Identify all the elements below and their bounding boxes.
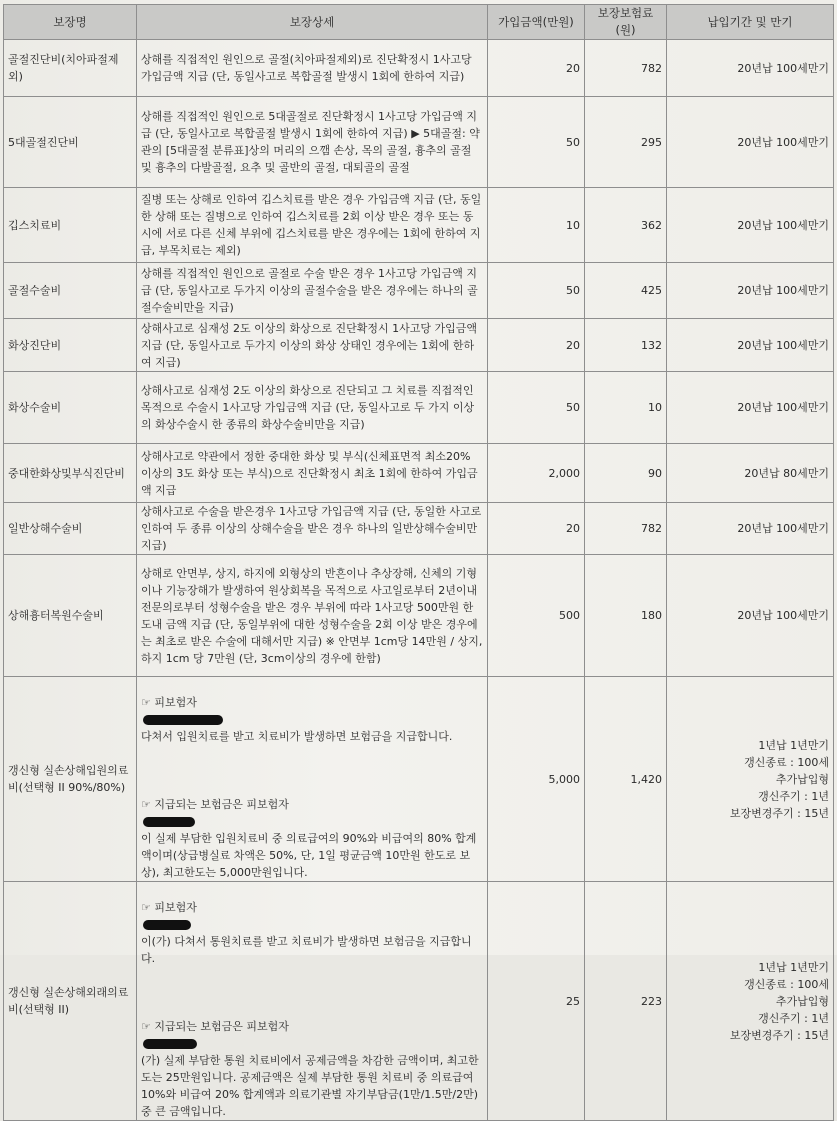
coverage-detail [137,882,488,1121]
coverage-detail: 상해사고로 수술을 받은경우 1사고당 가입금액 지급 (단, 동일한 사고로 인하여 두 종류 이상의 상해수술을 받은 경우 하나의 일반상해수술비만 지급) [137,503,488,555]
coverage-name: 깁스치료비 [4,188,137,263]
premium: 782 [585,40,667,97]
coverage-name: 일반상해수술비 [4,503,137,555]
payment-term: 1년납 1년만기 갱신종료 : 100세 추가납입형 갱신주기 : 1년 보장변경주기 : 15년 [667,677,834,882]
coverage-detail: 상해사고로 심재성 2도 이상의 화상으로 진단되고 그 치료를 직접적인 목적으로 수술시 1사고당 가입금액 지급 (단, 동일사고로 두 가지 이상의 화상수술시 한 종류의 화상수술비만을 지급) [137,372,488,444]
table-header-row [4,5,834,40]
header-premium: 보장보험료(원) [585,5,667,40]
coverage-name: 화상수술비 [4,372,137,444]
payment-term: 20년납 100세만기 [667,188,834,263]
coverage-name: 갱신형 실손상해외래의료비(선택형 II) [4,882,137,1121]
table-row [4,882,834,1121]
premium: 1,420 [585,677,667,882]
redaction-block [143,817,195,827]
header-payment-term: 납입기간 및 만기 [667,5,834,40]
detail-text: 이 실제 부담한 입원치료비 중 의료급여의 90%와 비급여의 80% 합계액이며(상급병실료 차액은 50%, 단, 1일 평균금액 10만원 한도로 보상), 최고한도는 5,000만원입니다. [141,832,477,879]
payment-term: 20년납 100세만기 [667,40,834,97]
table-row [4,503,834,555]
premium: 180 [585,555,667,677]
payment-term: 1년납 1년만기 갱신종료 : 100세 추가납입형 갱신주기 : 1년 보장변경주기 : 15년 [667,882,834,1121]
table-row [4,677,834,882]
insured-amount: 10 [488,188,585,263]
premium: 132 [585,319,667,372]
insured-amount: 50 [488,372,585,444]
detail-text: ☞ 피보험자 [141,696,197,709]
payment-term: 20년납 100세만기 [667,555,834,677]
insured-amount: 50 [488,263,585,319]
detail-text: ☞ 피보험자 [141,901,197,914]
coverage-name: 상해흉터복원수술비 [4,555,137,677]
coverage-detail: 상해를 직접적인 원인으로 골절로 수술 받은 경우 1사고당 가입금액 지급 (단, 동일사고로 두가지 이상의 골절수술을 받은 경우에는 하나의 골절수술비만을 지급) [137,263,488,319]
coverage-name: 5대골절진단비 [4,97,137,188]
table-row [4,555,834,677]
coverage-name: 골절진단비(치아파절제외) [4,40,137,97]
coverage-name: 중대한화상및부식진단비 [4,444,137,503]
payment-term: 20년납 100세만기 [667,503,834,555]
insured-amount: 25 [488,882,585,1121]
premium: 782 [585,503,667,555]
coverage-name: 골절수술비 [4,263,137,319]
premium: 425 [585,263,667,319]
coverage-table [3,4,834,1121]
premium: 90 [585,444,667,503]
table-row [4,444,834,503]
coverage-detail: 상해사고로 약관에서 정한 중대한 화상 및 부식(신체표면적 최소20% 이상의 3도 화상 또는 부식)으로 진단확정시 최초 1회에 한하여 가입금액 지급 [137,444,488,503]
insured-amount: 2,000 [488,444,585,503]
insured-amount: 500 [488,555,585,677]
coverage-detail: 상해를 직접적인 원인으로 5대골절로 진단확정시 1사고당 가입금액 지급 (단, 동일사고로 복합골절 발생시 1회에 한하여 지급) ▶ 5대골절: 약관의 [5대골절 분류표]상의 머리의 으깸 손상, 목의 골절, 흉추의 골절 및 흉추의 다발골절, 요추 및 골반의 골절, 대퇴골의 골절 [137,97,488,188]
table-row [4,263,834,319]
redaction-block [143,920,191,930]
premium: 295 [585,97,667,188]
detail-text: 다쳐서 입원치료를 받고 치료비가 발생하면 보험금을 지급합니다. [141,730,453,743]
premium: 10 [585,372,667,444]
header-coverage-detail: 보장상세 [137,5,488,40]
header-insured-amount: 가입금액(만원) [488,5,585,40]
payment-term: 20년납 100세만기 [667,372,834,444]
insured-amount: 20 [488,503,585,555]
detail-text: (가) 실제 부담한 통원 치료비에서 공제금액을 차감한 금액이며, 최고한도는 25만원입니다. 공제금액은 실제 부담한 통원 치료비 중 의료급여 10%와 비급여 20% 합계액과 의료기관별 자기부담금(1만/1.5만/2만)중 큰 금액입니다. [141,1054,479,1118]
coverage-name: 갱신형 실손상해입원의료비(선택형 II 90%/80%) [4,677,137,882]
premium: 223 [585,882,667,1121]
header-coverage-name: 보장명 [4,5,137,40]
redaction-block [143,1039,197,1049]
table-row [4,97,834,188]
insured-amount: 5,000 [488,677,585,882]
table-row [4,372,834,444]
detail-text: ☞ 지급되는 보험금은 피보험자 [141,1020,289,1033]
coverage-detail: 상해로 안면부, 상지, 하지에 외형상의 반흔이나 추상장해, 신체의 기형이나 기능장해가 발생하여 원상회복을 목적으로 사고일로부터 2년이내 전문의로부터 성형수술을 받은 경우 부위에 따라 1사고당 500만원 한도내 금액 지급 (단, 동일부위에 대한 성형수술을 2회 이상 받은 경우에는 최초로 받은 수술에 대해서만 지급) ※ 안면부 1cm당 14만원 / 상지, 하지 1cm 당 7만원 (단, 3cm이상의 경우에 한함) [137,555,488,677]
payment-term: 20년납 100세만기 [667,319,834,372]
payment-term: 20년납 100세만기 [667,97,834,188]
table-row [4,188,834,263]
insured-amount: 20 [488,319,585,372]
premium: 362 [585,188,667,263]
insured-amount: 50 [488,97,585,188]
detail-text: 이(가) 다쳐서 통원치료를 받고 치료비가 발생하면 보험금을 지급합니다. [141,935,472,965]
coverage-detail [137,677,488,882]
coverage-name: 화상진단비 [4,319,137,372]
table-row [4,40,834,97]
table-row [4,319,834,372]
insured-amount: 20 [488,40,585,97]
redaction-block [143,715,223,725]
payment-term: 20년납 80세만기 [667,444,834,503]
payment-term: 20년납 100세만기 [667,263,834,319]
coverage-detail: 상해를 직접적인 원인으로 골절(치아파절제외)로 진단확정시 1사고당 가입금액 지급 (단, 동일사고로 복합골절 발생시 1회에 한하여 지급) [137,40,488,97]
coverage-detail: 상해사고로 심재성 2도 이상의 화상으로 진단확정시 1사고당 가입금액 지급 (단, 동일사고로 두가지 이상의 화상 상태인 경우에는 1회에 한하여 지급) [137,319,488,372]
detail-text: ☞ 지급되는 보험금은 피보험자 [141,798,289,811]
coverage-detail: 질병 또는 상해로 인하여 깁스치료를 받은 경우 가입금액 지급 (단, 동일한 상해 또는 질병으로 인하여 깁스치료를 2회 이상 받은 경우 또는 동시에 서로 다른 신체 부위에 깁스치료를 받은 경우에는 1회에 한하여 지급, 부목치료는 제외) [137,188,488,263]
